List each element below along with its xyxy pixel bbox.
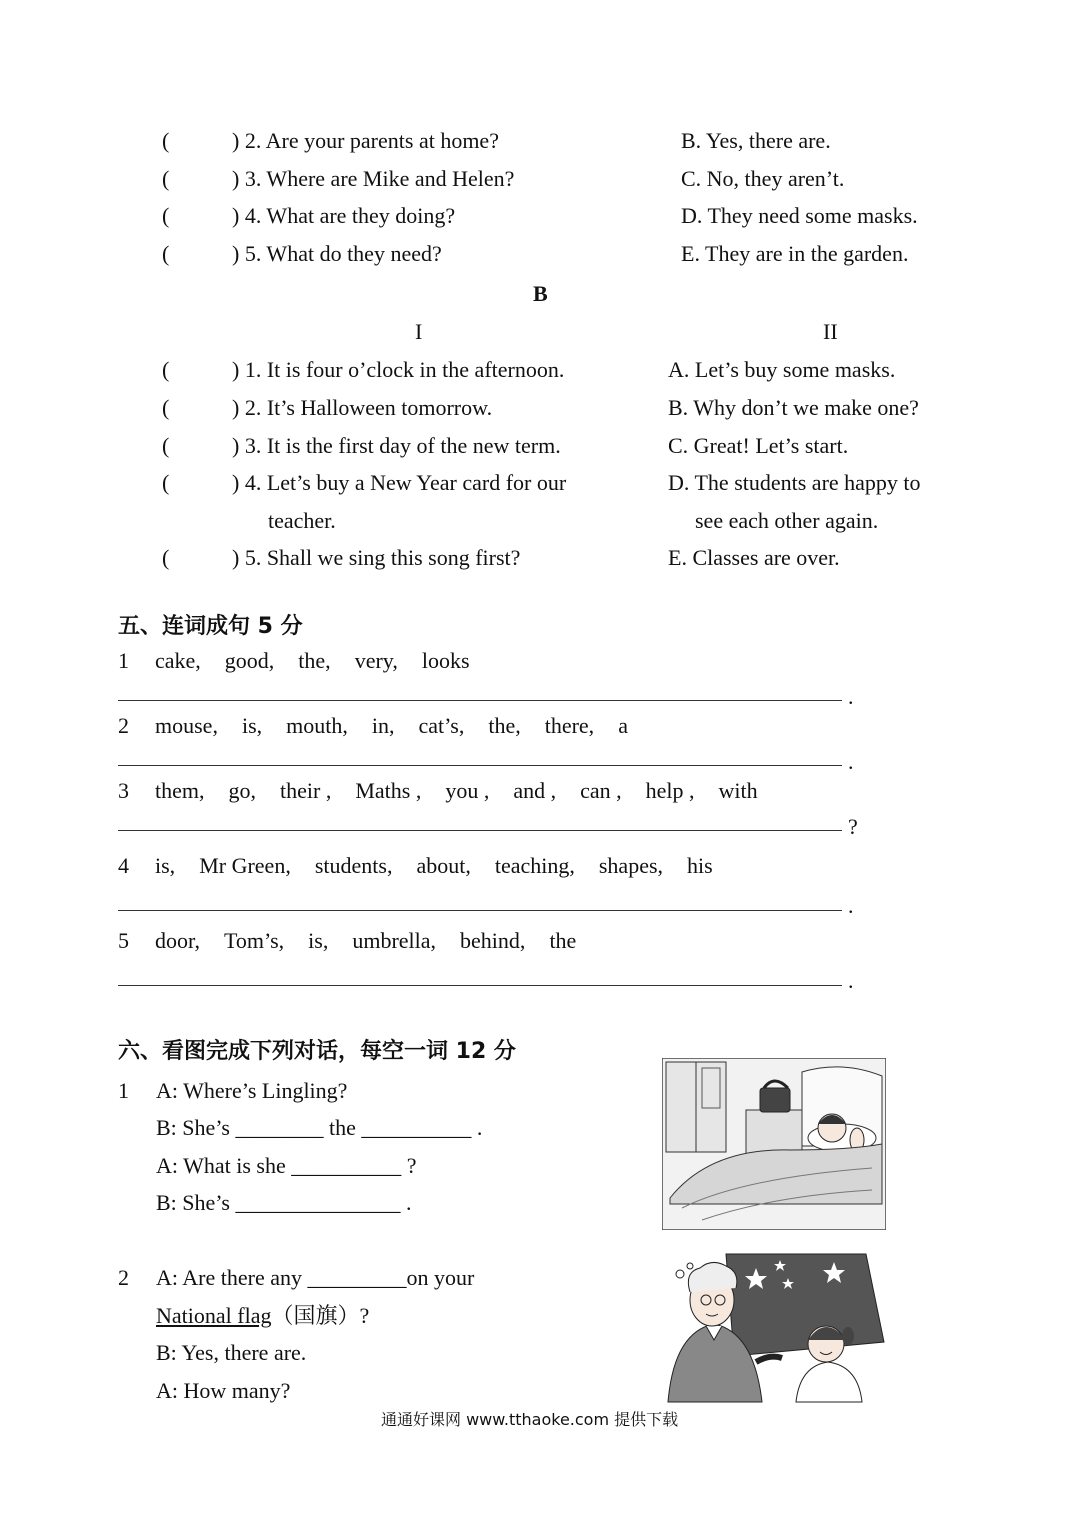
answer-paren[interactable]: ( [162,128,170,153]
item-number: 2 [118,713,129,738]
word: Tom’s, [223,928,285,953]
word: door, [155,928,200,953]
item-number: 3 [118,778,129,803]
word: in, [371,713,395,738]
word: good, [224,648,275,673]
word: and , [513,778,557,803]
underlined-term: National flag [156,1303,272,1328]
answer-option: E. They are in the garden. [681,241,909,266]
question-text: ) 3. Where are Mike and Helen? [232,166,515,191]
dialogue-line-blank[interactable]: A: What is she __________ ? [156,1153,417,1178]
word: cat’s, [418,713,465,738]
end-punctuation: ? [848,814,858,839]
section-b-title: B [533,281,548,306]
section-heading: 五、连词成句 5 分 [118,614,303,639]
word: his [687,853,713,878]
item-number: 1 [118,648,129,673]
word: very, [354,648,398,673]
word-list [155,853,737,879]
dialogue-line-blank[interactable]: B: She’s ________ the __________ . [156,1115,483,1140]
response-option: E. Classes are over. [668,545,840,570]
item-number: 4 [118,853,129,878]
answer-paren[interactable]: ( [162,357,170,382]
dialogue-line-blank[interactable]: B: She’s _______________ . [156,1190,412,1215]
word: them, [155,778,205,803]
word: students, [314,853,393,878]
item-number: 5 [118,928,129,953]
answer-line[interactable] [118,910,842,911]
word: umbrella, [352,928,437,953]
word: about, [416,853,471,878]
answer-paren[interactable]: ( [162,470,170,495]
word: behind, [460,928,526,953]
statement-text: ) 4. Let’s buy a New Year card for our [232,470,567,495]
dialogue-line: A: How many? [156,1378,291,1403]
page-footer: 通通好课网 www.tthaoke.com 提供下载 [381,1410,679,1429]
answer-line[interactable] [118,830,842,831]
word: shapes, [598,853,664,878]
word: the, [488,713,521,738]
word: you , [445,778,490,803]
term-gloss: （国旗）? [271,1303,370,1328]
word: Mr Green, [199,853,291,878]
word-list [155,648,494,674]
word: can , [580,778,622,803]
answer-paren[interactable]: ( [162,241,170,266]
word: help , [645,778,695,803]
word: is, [308,928,329,953]
word: with [718,778,758,803]
word: a [618,713,628,738]
sleeping-girl-illustration [662,1058,886,1230]
word: go, [228,778,256,803]
response-option: B. Why don’t we make one? [668,395,919,420]
end-punctuation: . [848,684,854,709]
answer-paren[interactable]: ( [162,166,170,191]
end-punctuation: . [848,749,854,774]
section-heading: 六、看图完成下列对话，每空一词 12 分 [118,1039,516,1064]
end-punctuation: . [848,893,854,918]
word: is, [155,853,176,878]
answer-paren[interactable]: ( [162,395,170,420]
dialogue-line-blank[interactable]: A: Are there any _________on your [156,1265,475,1290]
question-number: 1 [118,1078,129,1103]
end-punctuation: . [848,968,854,993]
word: teaching, [494,853,575,878]
answer-line[interactable] [118,700,842,701]
word: their , [280,778,332,803]
word: mouse, [155,713,218,738]
word: cake, [155,648,201,673]
statement-text-cont: teacher. [268,508,336,533]
statement-text: ) 2. It’s Halloween tomorrow. [232,395,493,420]
column-i-header: I [415,319,423,344]
response-option-cont: see each other again. [695,508,879,533]
dialogue-line: B: Yes, there are. [156,1340,307,1365]
question-text: ) 2. Are your parents at home? [232,128,499,153]
statement-text: ) 3. It is the first day of the new term. [232,433,561,458]
question-text: ) 5. What do they need? [232,241,442,266]
word-list [155,713,652,739]
word: there, [544,713,595,738]
question-number: 2 [118,1265,129,1290]
statement-text: ) 1. It is four o’clock in the afternoon. [232,357,565,382]
word: the, [298,648,331,673]
response-option: A. Let’s buy some masks. [668,357,896,382]
answer-option: D. They need some masks. [681,203,918,228]
question-text: ) 4. What are they doing? [232,203,456,228]
word: the [549,928,577,953]
word-list [155,778,782,804]
dialogue-line [156,1303,369,1329]
word-list [155,928,600,954]
dialogue-line: A: Where’s Lingling? [156,1078,348,1103]
statement-text: ) 5. Shall we sing this song first? [232,545,521,570]
answer-line[interactable] [118,765,842,766]
response-option: D. The students are happy to [668,470,921,495]
answer-paren[interactable]: ( [162,433,170,458]
flag-conversation-illustration [666,1252,886,1404]
answer-option: C. No, they aren’t. [681,166,845,191]
answer-line[interactable] [118,985,842,986]
column-ii-header: II [823,319,838,344]
word: is, [241,713,263,738]
answer-option: B. Yes, there are. [681,128,831,153]
word: mouth, [286,713,348,738]
word: Maths , [355,778,422,803]
answer-paren[interactable]: ( [162,203,170,228]
response-option: C. Great! Let’s start. [668,433,849,458]
answer-paren[interactable]: ( [162,545,170,570]
word: looks [421,648,470,673]
